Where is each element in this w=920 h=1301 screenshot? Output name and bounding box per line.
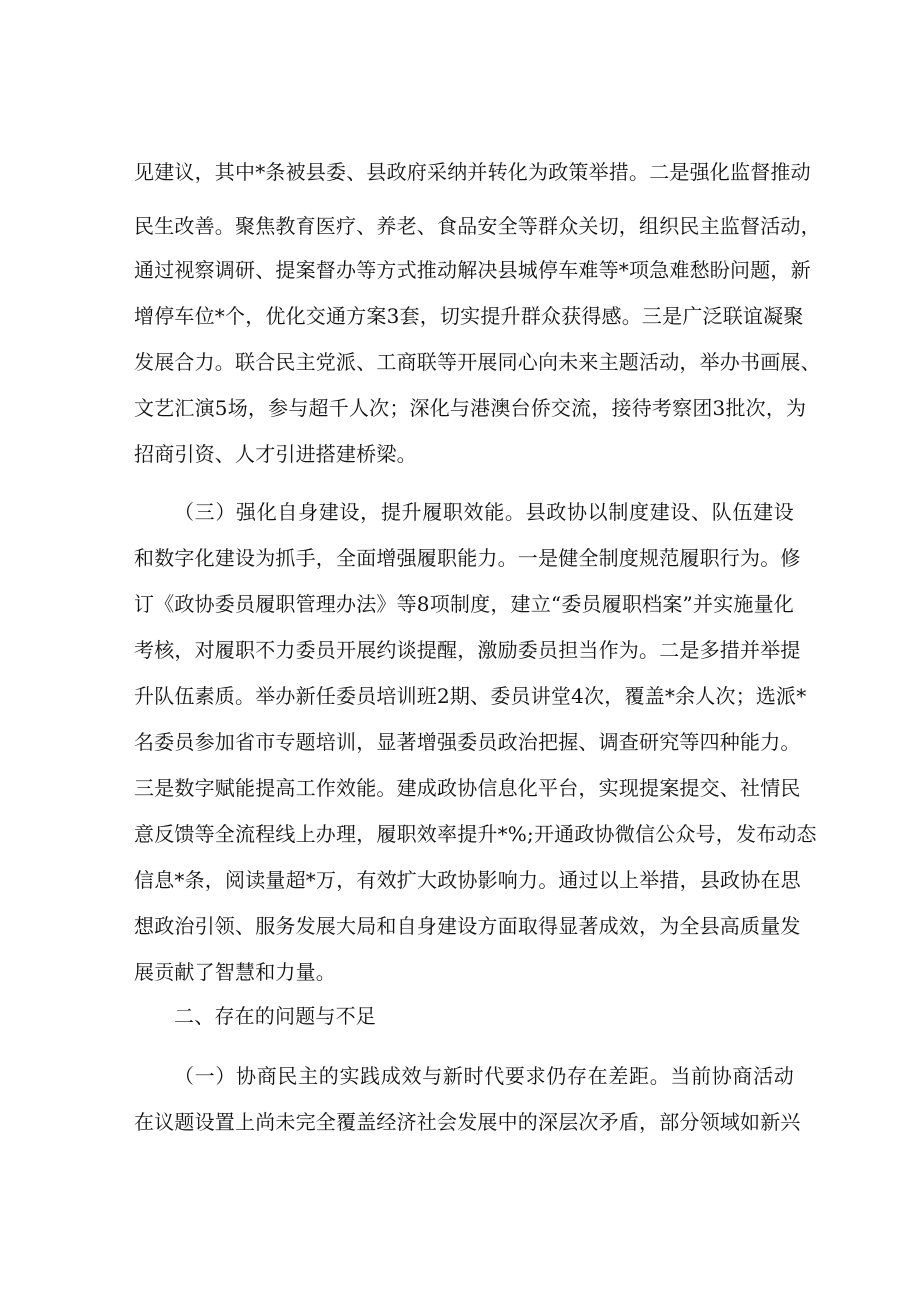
text-line: 信息*条，阅读量超*万，有效扩大政协影响力。通过以上举措，县政协在思 <box>134 868 801 892</box>
text-line: 见建议，其中*条被县委、县政府采纳并转化为政策举措。二是强化监督推动 <box>134 160 811 184</box>
text-line: 升队伍素质。举办新任委员培训班2期、委员讲堂4次，覆盖*余人次；选派* <box>134 684 807 708</box>
text-line: 意反馈等全流程线上办理，履职效率提升*%;开通政协微信公众号，发布动态 <box>134 822 817 846</box>
text-line: 想政治引领、服务发展大局和自身建设方面取得显著成效，为全县高质量发 <box>134 914 801 938</box>
text-line: （三）强化自身建设，提升履职效能。县政协以制度建设、队伍建设 <box>174 500 794 524</box>
text-line: 通过视察调研、提案督办等方式推动解决县城停车难等*项急难愁盼问题，新 <box>134 258 811 282</box>
text-line: 和数字化建设为抓手，全面增强履职能力。一是健全制度规范履职行为。修 <box>134 546 801 570</box>
text-line: 展贡献了智慧和力量。 <box>134 960 336 984</box>
text-line: 订《政协委员履职管理办法》等8项制度，建立“委员履职档案”并实施量化 <box>134 592 794 616</box>
text-line: 发展合力。联合民主党派、工商联等开展同心向未来主题活动，举办书画展、 <box>134 350 821 374</box>
text-line: （一）协商民主的实践成效与新时代要求仍存在差距。当前协商活动 <box>174 1064 794 1088</box>
text-line: 增停车位*个，优化交通方案3套，切实提升群众获得感。三是广泛联谊凝聚 <box>134 304 804 328</box>
text-line: 文艺汇演5场，参与超千人次；深化与港澳台侨交流，接待考察团3批次，为 <box>134 396 807 420</box>
section-heading: 二、存在的问题与不足 <box>174 1004 376 1028</box>
text-line: 民生改善。聚焦教育医疗、养老、食品安全等群众关切，组织民主监督活动， <box>134 214 821 238</box>
text-line: 在议题设置上尚未完全覆盖经济社会发展中的深层次矛盾，部分领域如新兴 <box>134 1110 801 1134</box>
text-line: 招商引资、人才引进搭建桥梁。 <box>134 442 417 466</box>
text-line: 名委员参加省市专题培训，显著增强委员政治把握、调查研究等四种能力。 <box>134 730 801 754</box>
text-line: 三是数字赋能提高工作效能。建成政协信息化平台，实现提案提交、社情民 <box>134 776 801 800</box>
text-line: 考核，对履职不力委员开展约谈提醒，激励委员担当作为。二是多措并举提 <box>134 638 801 662</box>
